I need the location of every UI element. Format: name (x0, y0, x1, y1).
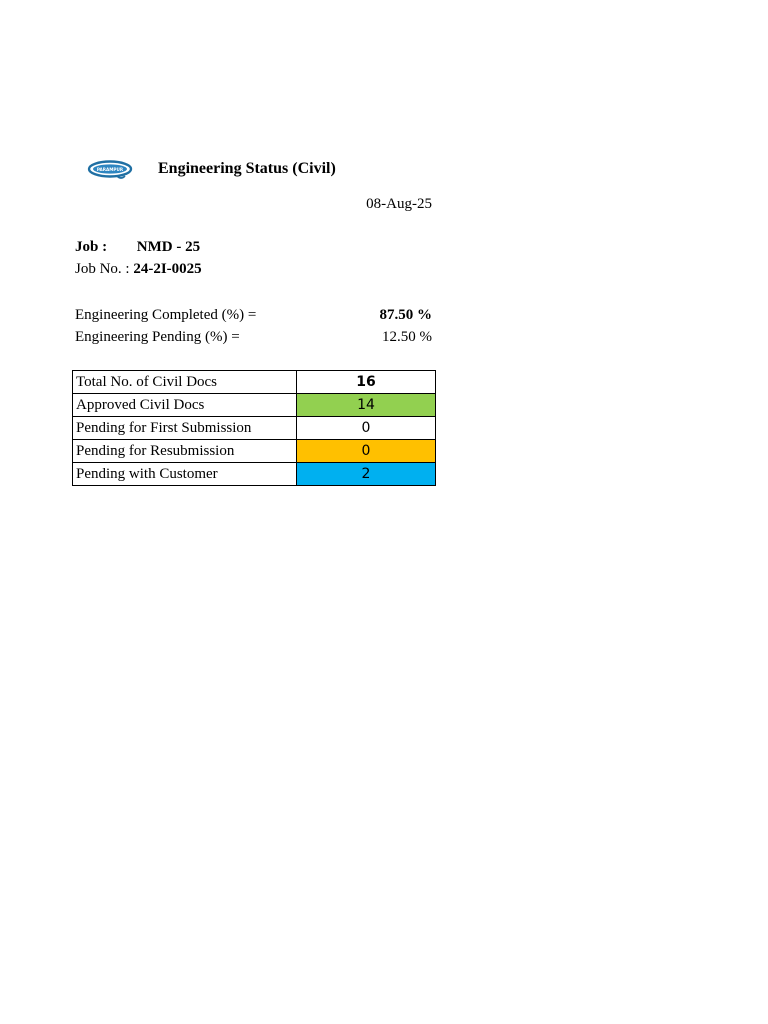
row-value-pending-customer: 2 (297, 463, 436, 486)
row-label-first-submission: Pending for First Submission (73, 417, 297, 440)
row-label-resubmission: Pending for Resubmission (73, 440, 297, 463)
civil-docs-table (72, 370, 436, 486)
table-row (73, 440, 436, 463)
logo-text: PARAMPUR (96, 166, 124, 172)
job-number-value: 24-2I-0025 (133, 261, 202, 277)
engineering-pending-value: 12.50 % (382, 329, 432, 345)
job-number-label: Job No. : (75, 261, 134, 277)
job-number-line (75, 259, 202, 279)
job-label: Job : (75, 239, 108, 255)
engineering-completed-label: Engineering Completed (%) = (75, 307, 257, 323)
table-row (73, 371, 436, 394)
row-value-total-docs: 16 (297, 371, 436, 394)
table-row (73, 394, 436, 417)
row-value-approved-docs: 14 (297, 394, 436, 417)
engineering-completed-value: 87.50 % (379, 307, 432, 323)
row-label-total-docs: Total No. of Civil Docs (73, 371, 297, 394)
row-value-first-submission: 0 (297, 417, 436, 440)
row-label-approved-docs: Approved Civil Docs (73, 394, 297, 417)
engineering-pending-label: Engineering Pending (%) = (75, 329, 240, 345)
company-logo-icon (87, 159, 133, 181)
job-line (75, 237, 200, 257)
row-label-pending-customer: Pending with Customer (73, 463, 297, 486)
report-date: 08-Aug-25 (366, 196, 432, 212)
job-name: NMD - 25 (136, 239, 201, 255)
table-row (73, 463, 436, 486)
page-title: Engineering Status (Civil) (158, 160, 336, 177)
row-value-resubmission: 0 (297, 440, 436, 463)
table-row (73, 417, 436, 440)
